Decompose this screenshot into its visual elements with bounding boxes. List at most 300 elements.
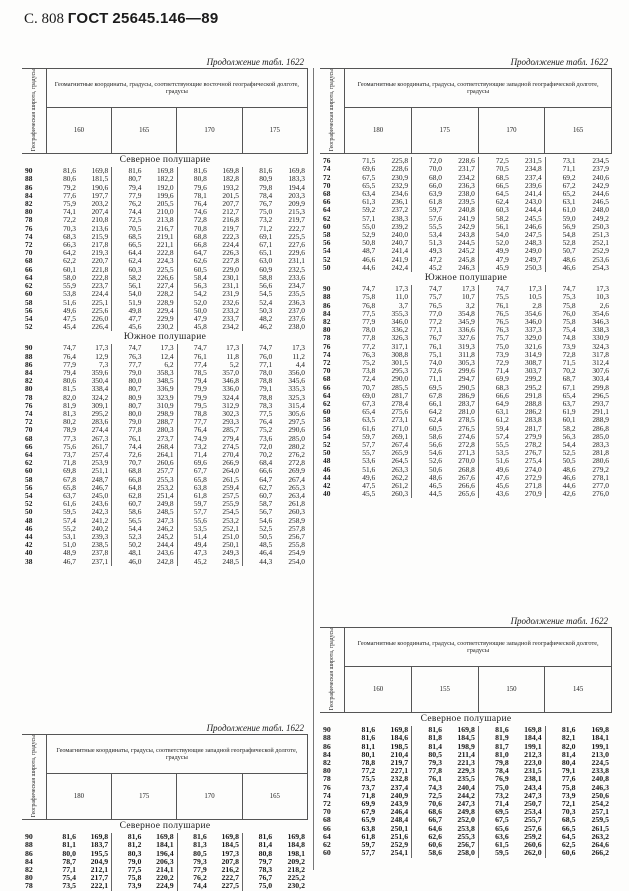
geomag-latitude-cell: 49,6 <box>63 305 76 315</box>
geomag-latitude-cell: 61,8 <box>361 831 376 841</box>
geomag-latitude-cell: 68,8 <box>112 467 145 475</box>
geomag-latitude-cell: 60,7 <box>243 492 276 500</box>
geomag-latitude-cell: 64,7 <box>177 249 210 257</box>
latitude-header-cell <box>320 69 345 154</box>
geomag-longitude-cell: 238,0 <box>288 322 305 332</box>
geomag-latitude-cell: 59,4 <box>478 425 511 433</box>
geomag-latitude-cell: 76,1 <box>112 435 145 443</box>
geomag-longitude-cell: 251,3 <box>592 230 609 240</box>
geomag-longitude-cell: 234,8 <box>525 164 542 174</box>
geomag-latitude-cell: 77,5 <box>243 410 276 418</box>
latitude-header-cell <box>22 735 46 820</box>
latitude-cell: 64 <box>323 205 331 215</box>
geomag-longitude-cell: 212,3 <box>524 749 542 759</box>
latitude-cell: 78 <box>25 392 33 402</box>
geomag-latitude-cell: 71,5 <box>545 359 578 367</box>
latitude-cell: 72 <box>323 357 331 367</box>
geomag-latitude-cell: 72,5 <box>478 157 511 165</box>
geomag-longitude-cell: 244,4 <box>156 540 174 550</box>
geomag-latitude-cell: 65,8 <box>63 482 76 492</box>
geomag-latitude-cell: 53,5 <box>478 449 511 457</box>
geomag-longitude-cell: 283,3 <box>592 439 609 449</box>
geomag-latitude-cell: 78,4 <box>243 192 276 200</box>
geomag-longitude-cell: 192,0 <box>156 182 174 192</box>
geomag-latitude-cell: 80,6 <box>63 174 76 184</box>
geomag-latitude-cell: 72,4 <box>362 374 376 384</box>
geomag-longitude-cell: 238,1 <box>524 774 542 784</box>
geomag-longitude-cell: 290,5 <box>458 382 475 392</box>
geomag-longitude-cell: 315,4 <box>288 400 305 410</box>
geomag-longitude-cell: 232,8 <box>390 774 409 784</box>
longitude-header: 180 <box>46 773 111 819</box>
geomag-longitude-cell: 244,4 <box>525 205 542 215</box>
latitude-header: Географическая широта, градусы <box>329 69 336 152</box>
geomag-latitude-cell: 66,0 <box>412 182 445 190</box>
latitude-cell: 54 <box>25 313 33 323</box>
geomag-longitude-cell: 302,3 <box>222 408 240 418</box>
longitude-header: 155 <box>411 666 478 712</box>
geomag-latitude-cell: 78,8 <box>177 410 210 418</box>
geomag-latitude-cell: 74,7 <box>478 285 511 293</box>
geomag-latitude-cell: 50,0 <box>177 307 210 315</box>
geomag-longitude-cell: 216,8 <box>222 215 240 225</box>
geomag-longitude-cell: 184,1 <box>156 840 174 850</box>
geomag-longitude-cell: 271,3 <box>458 448 475 458</box>
geomag-latitude-cell: 72,8 <box>545 351 578 359</box>
geomag-latitude-cell: 71,5 <box>362 156 376 166</box>
latitude-cell: 54 <box>25 490 33 500</box>
geomag-longitude-cell: 242,8 <box>156 556 174 566</box>
geomag-latitude-cell: 72,5 <box>412 792 445 800</box>
geomag-longitude-cell: 338,4 <box>91 384 109 394</box>
geomag-latitude-cell: 76,2 <box>177 874 210 882</box>
geomag-latitude-cell: 79,0 <box>112 369 145 377</box>
latitude-cell: 64 <box>25 272 33 282</box>
geomag-latitude-cell: 59,7 <box>412 206 445 214</box>
geomag-latitude-cell: 78,9 <box>63 425 76 435</box>
geomag-latitude-cell: 79,9 <box>177 385 210 393</box>
geomag-latitude-cell: 67,8 <box>412 392 445 400</box>
geomag-latitude-cell: 51,6 <box>362 464 376 474</box>
longitude-header: 170 <box>177 773 242 819</box>
geomag-longitude-cell: 250,1 <box>390 823 409 833</box>
geomag-longitude-cell: 317,1 <box>391 341 409 351</box>
continuation-label: Продолжение табл. 1622 <box>510 57 608 67</box>
geomag-longitude-cell: 246,3 <box>458 262 475 272</box>
geomag-latitude-cell: 44,6 <box>545 482 578 490</box>
geomag-latitude-cell: 55,9 <box>63 281 76 291</box>
geomag-longitude-cell: 237,1 <box>91 556 109 566</box>
geomag-longitude-cell: 229,4 <box>156 305 174 315</box>
latitude-cell: 86 <box>323 300 331 310</box>
geomag-longitude-cell: 259,2 <box>524 831 542 841</box>
geomag-latitude-cell: 81,7 <box>478 743 511 751</box>
latitude-cell: 84 <box>25 190 33 200</box>
longitude-header: 160 <box>46 107 111 153</box>
geomag-latitude-cell: 64,4 <box>112 249 145 257</box>
geomag-longitude-cell: 248,3 <box>525 238 542 248</box>
geomag-latitude-cell: 77,8 <box>412 767 445 775</box>
geomag-latitude-cell: 75,4 <box>62 873 76 883</box>
geomag-latitude-cell: 48,6 <box>545 466 578 474</box>
geomag-longitude-cell: 249,3 <box>222 548 240 558</box>
geomag-longitude-cell: 308,7 <box>525 357 542 367</box>
geomag-longitude-cell: 270,0 <box>458 456 475 466</box>
geomag-longitude-cell: 235,5 <box>288 289 305 299</box>
geomag-latitude-cell: 79,7 <box>243 858 276 866</box>
geomag-longitude-cell: 215,3 <box>288 207 305 217</box>
longitude-header: 165 <box>545 107 612 153</box>
geomag-longitude-cell: 222,8 <box>156 248 174 258</box>
geomag-longitude-cell: 251,1 <box>91 466 109 476</box>
table-row <box>22 558 308 566</box>
geomag-latitude-cell: 59,7 <box>362 431 376 441</box>
geomag-latitude-cell: 56,6 <box>243 282 276 290</box>
geomag-longitude-cell: 252,1 <box>222 523 240 533</box>
geomag-latitude-cell: 45,9 <box>478 264 511 272</box>
geomag-longitude-cell: 254,2 <box>591 799 609 809</box>
latitude-cell: 58 <box>323 230 331 240</box>
geomag-longitude-cell: 226,0 <box>91 313 109 323</box>
geomag-longitude-cell: 243,0 <box>525 197 542 207</box>
geomag-latitude-cell: 81,1 <box>62 840 76 850</box>
geomag-longitude-cell: 249,0 <box>525 246 542 256</box>
geomag-longitude-cell: 255,3 <box>457 831 475 841</box>
geomag-longitude-cell: 236,1 <box>391 197 409 207</box>
geomag-longitude-cell: 270,4 <box>222 449 240 459</box>
geomag-latitude-cell: 64,2 <box>63 248 76 258</box>
geomag-latitude-cell: 46,6 <box>362 254 376 264</box>
latitude-cell: 52 <box>25 322 33 332</box>
geomag-latitude-cell: 69,2 <box>545 174 578 182</box>
geomag-latitude-cell: 60,1 <box>63 264 76 274</box>
geomag-longitude-cell: 280,3 <box>156 425 174 435</box>
latitude-cell: 56 <box>323 238 331 248</box>
geomag-latitude-cell: 49,3 <box>412 247 445 255</box>
geomag-latitude-cell: 64,8 <box>112 484 145 492</box>
geomag-latitude-cell: 80,0 <box>112 410 145 418</box>
hemisphere-label: Южное полушарие <box>424 273 508 284</box>
geomag-latitude-cell: 45,2 <box>412 264 445 272</box>
geomag-latitude-cell: 63,7 <box>545 400 578 408</box>
geomag-latitude-cell: 46,4 <box>243 549 276 557</box>
geomag-longitude-cell: 217,8 <box>91 240 109 250</box>
geomag-latitude-cell: 46,5 <box>412 482 445 490</box>
geomag-longitude-cell: 248,5 <box>222 556 240 566</box>
geomag-longitude-cell: 301,5 <box>391 357 409 367</box>
longitude-header: 175 <box>242 107 307 153</box>
geomag-latitude-cell: 46,0 <box>112 558 145 566</box>
latitude-cell: 90 <box>25 343 33 353</box>
geomag-longitude-cell: 233,7 <box>222 313 240 323</box>
geomag-latitude-cell: 70,2 <box>545 367 578 375</box>
geomag-longitude-cell: 356,0 <box>288 367 305 377</box>
geomag-longitude-cell: 223,7 <box>91 281 109 291</box>
geomag-longitude-cell: 169,8 <box>222 166 240 176</box>
latitude-cell: 90 <box>25 166 33 176</box>
geomag-latitude-cell: 76,3 <box>362 349 376 359</box>
geomag-latitude-cell: 66,6 <box>243 467 276 475</box>
geomag-longitude-cell: 239,6 <box>525 180 542 190</box>
geomag-latitude-cell: 47,5 <box>362 480 376 490</box>
geomag-latitude-cell: 75,8 <box>112 874 145 882</box>
geomag-longitude-cell: 263,4 <box>288 490 305 500</box>
geomag-longitude-cell: 350,4 <box>91 376 109 386</box>
geomag-latitude-cell: 81,6 <box>63 166 76 176</box>
geomag-latitude-cell: 74,7 <box>177 344 210 352</box>
geomag-longitude-cell: 225,5 <box>288 231 305 241</box>
geomag-longitude-cell: 279,4 <box>222 433 240 443</box>
geomag-longitude-cell: 247,3 <box>524 790 542 800</box>
geomag-longitude-cell: 299,8 <box>592 382 609 392</box>
geomag-latitude-cell: 76,7 <box>412 334 445 342</box>
latitude-cell: 88 <box>25 174 33 184</box>
geomag-longitude-cell: 317,8 <box>592 349 609 359</box>
geomag-longitude-cell: 12,9 <box>95 351 109 361</box>
geomag-longitude-cell: 239,5 <box>458 197 475 207</box>
group-header: Геомагнитные координаты, градусы, соответствующие западной географической долготе, градусы <box>345 69 612 108</box>
geomag-longitude-cell: 248,0 <box>592 205 609 215</box>
geomag-longitude-cell: 258,0 <box>457 848 475 858</box>
geomag-longitude-cell: 217,7 <box>90 873 109 883</box>
geomag-latitude-cell: 55,7 <box>362 448 376 458</box>
geomag-longitude-cell: 198,1 <box>287 848 305 858</box>
geomag-latitude-cell: 45,6 <box>478 482 511 490</box>
geomag-latitude-cell: 69,5 <box>412 384 445 392</box>
geomag-latitude-cell: 63,9 <box>412 190 445 198</box>
geomag-latitude-cell: 71,1 <box>545 165 578 173</box>
geomag-longitude-cell: 336,9 <box>156 384 174 394</box>
geomag-longitude-cell: 10,3 <box>596 292 609 302</box>
geomag-longitude-cell: 233,6 <box>288 272 305 282</box>
geomag-longitude-cell: 229,0 <box>222 264 240 274</box>
latitude-cell: 54 <box>323 431 331 441</box>
latitude-cell: 40 <box>25 548 33 558</box>
geomag-latitude-cell: 68,4 <box>243 459 276 467</box>
geomag-latitude-cell: 73,9 <box>545 792 578 800</box>
latitude-cell: 76 <box>323 156 331 166</box>
geomag-longitude-cell: 4,4 <box>295 359 305 369</box>
geomag-latitude-cell: 67,5 <box>362 172 376 182</box>
geomag-latitude-cell: 75,8 <box>545 784 578 792</box>
geomag-latitude-cell: 61,8 <box>177 492 210 500</box>
geomag-longitude-cell: 321,6 <box>525 341 542 351</box>
table-block-bottom-right <box>320 615 612 858</box>
latitude-cell: 84 <box>323 749 331 759</box>
geomag-latitude-cell: 56,7 <box>243 508 276 516</box>
latitude-cell: 62 <box>25 281 33 291</box>
geomag-longitude-cell: 169,8 <box>156 832 174 842</box>
geomag-latitude-cell: 76,1 <box>177 353 210 361</box>
geomag-longitude-cell: 243,6 <box>156 548 174 558</box>
geomag-latitude-cell: 77,9 <box>362 316 376 326</box>
latitude-cell: 64 <box>323 831 331 841</box>
geomag-latitude-cell: 66,1 <box>412 400 445 408</box>
geomag-latitude-cell: 57,4 <box>63 515 76 525</box>
geomag-longitude-cell: 212,7 <box>222 207 240 217</box>
geomag-longitude-cell: 255,3 <box>156 474 174 484</box>
geomag-longitude-cell: 190,6 <box>91 182 109 192</box>
geomag-longitude-cell: 253,9 <box>91 458 109 468</box>
geomag-latitude-cell: 76,1 <box>478 302 511 310</box>
geomag-longitude-cell: 253,2 <box>156 482 174 492</box>
geomag-longitude-cell: 213,8 <box>156 215 174 225</box>
geomag-longitude-cell: 3,2 <box>465 300 475 310</box>
geomag-latitude-cell: 81,4 <box>243 841 276 849</box>
geomag-longitude-cell: 250,3 <box>525 262 542 272</box>
geomag-latitude-cell: 73,2 <box>478 792 511 800</box>
geomag-longitude-cell: 255,8 <box>288 540 305 550</box>
geomag-latitude-cell: 80,0 <box>112 377 145 385</box>
geomag-longitude-cell: 225,8 <box>391 156 409 166</box>
geomag-longitude-cell: 286,8 <box>592 423 609 433</box>
geomag-longitude-cell: 169,8 <box>390 725 409 735</box>
column-header-table <box>320 627 612 713</box>
geomag-latitude-cell: 77,1 <box>62 865 76 875</box>
geomag-longitude-cell: 261,8 <box>288 499 305 509</box>
latitude-cell: 42 <box>323 480 331 490</box>
geomag-longitude-cell: 246,6 <box>525 221 542 231</box>
geomag-latitude-cell: 58,4 <box>177 274 210 282</box>
geomag-latitude-cell: 74,7 <box>545 285 578 293</box>
geomag-longitude-cell: 201,5 <box>222 190 240 200</box>
latitude-cell: 70 <box>323 180 331 190</box>
geomag-latitude-cell: 82,1 <box>545 734 578 742</box>
geomag-longitude-cell: 240,2 <box>91 523 109 533</box>
geomag-latitude-cell: 75,0 <box>243 882 276 890</box>
geomag-longitude-cell: 283,6 <box>91 417 109 427</box>
latitude-cell: 70 <box>323 807 331 817</box>
geomag-latitude-cell: 71,4 <box>478 367 511 375</box>
table-block-top-left <box>22 56 308 566</box>
geomag-latitude-cell: 51,9 <box>112 299 145 307</box>
geomag-longitude-cell: 251,4 <box>156 490 174 500</box>
geomag-longitude-cell: 227,6 <box>288 240 305 250</box>
geomag-longitude-cell: 271,8 <box>525 480 542 490</box>
geomag-longitude-cell: 256,7 <box>457 840 475 850</box>
longitude-header: 165 <box>242 773 307 819</box>
geomag-latitude-cell: 74,4 <box>112 208 145 216</box>
geomag-longitude-cell: 278,2 <box>525 439 542 449</box>
geomag-longitude-cell: 259,4 <box>222 482 240 492</box>
geomag-latitude-cell: 60,6 <box>412 841 445 849</box>
geomag-latitude-cell: 75,5 <box>361 774 376 784</box>
latitude-cell: 70 <box>25 425 33 435</box>
geomag-latitude-cell: 72,8 <box>177 216 210 224</box>
latitude-cell: 74 <box>25 408 33 418</box>
geomag-longitude-cell: 359,6 <box>91 367 109 377</box>
geomag-latitude-cell: 52,5 <box>545 449 578 457</box>
geomag-latitude-cell: 67,3 <box>362 398 376 408</box>
geomag-latitude-cell: 77,3 <box>63 433 76 443</box>
geomag-longitude-cell: 338,3 <box>592 325 609 335</box>
geomag-longitude-cell: 11,8 <box>226 351 240 361</box>
geomag-longitude-cell: 222,1 <box>90 881 109 891</box>
latitude-cell: 64 <box>323 390 331 400</box>
geomag-latitude-cell: 78,8 <box>243 377 276 385</box>
geomag-longitude-cell: 250,1 <box>222 540 240 550</box>
geomag-longitude-cell: 184,1 <box>591 733 609 743</box>
geomag-longitude-cell: 280,6 <box>592 456 609 466</box>
geomag-longitude-cell: 238,0 <box>458 189 475 199</box>
latitude-cell: 66 <box>25 441 33 451</box>
geomag-latitude-cell: 70,8 <box>177 225 210 233</box>
geomag-latitude-cell: 78,3 <box>243 402 276 410</box>
geomag-longitude-cell: 243,6 <box>91 499 109 509</box>
geomag-longitude-cell: 267,4 <box>391 439 409 449</box>
geomag-longitude-cell: 257,1 <box>591 807 609 817</box>
geomag-longitude-cell: 337,3 <box>525 325 542 335</box>
geomag-longitude-cell: 222,7 <box>221 873 240 883</box>
geomag-longitude-cell: 169,8 <box>287 832 305 842</box>
geomag-latitude-cell: 77,8 <box>112 426 145 434</box>
geomag-latitude-cell: 59,7 <box>177 500 210 508</box>
geomag-longitude-cell: 218,2 <box>287 865 305 875</box>
geomag-latitude-cell: 63,1 <box>545 198 578 206</box>
geomag-longitude-cell: 264,6 <box>591 840 609 850</box>
standard-number: 25645.146—89 <box>112 10 219 27</box>
geomag-latitude-cell: 69,0 <box>362 390 376 400</box>
geomag-latitude-cell: 57,1 <box>362 213 376 223</box>
geomag-longitude-cell: 285,0 <box>592 431 609 441</box>
geomag-latitude-cell: 71,8 <box>63 458 76 468</box>
geomag-longitude-cell: 280,2 <box>288 441 305 451</box>
geomag-longitude-cell: 231,5 <box>524 766 542 776</box>
geomag-longitude-cell: 249,2 <box>592 213 609 223</box>
geomag-latitude-cell: 80,4 <box>545 759 578 767</box>
geomag-longitude-cell: 245,5 <box>525 213 542 223</box>
geomag-latitude-cell: 63,4 <box>362 189 376 199</box>
geomag-latitude-cell: 77,6 <box>545 775 578 783</box>
geomag-latitude-cell: 51,6 <box>478 457 511 465</box>
geomag-longitude-cell: 247,3 <box>156 515 174 525</box>
latitude-cell: 60 <box>323 848 331 858</box>
geomag-latitude-cell: 62,4 <box>112 257 145 265</box>
geomag-longitude-cell: 203,2 <box>91 199 109 209</box>
geomag-longitude-cell: 311,8 <box>458 349 475 359</box>
geomag-longitude-cell: 249,7 <box>525 254 542 264</box>
geomag-latitude-cell: 80,9 <box>112 394 145 402</box>
geomag-longitude-cell: 243,4 <box>524 782 542 792</box>
latitude-header: Географическая широта, градусы <box>30 735 37 818</box>
table-row <box>22 882 308 890</box>
table-row <box>320 849 612 857</box>
geomag-longitude-cell: 223,0 <box>524 758 542 768</box>
geomag-latitude-cell: 81,6 <box>361 733 376 743</box>
latitude-cell: 48 <box>323 456 331 466</box>
geomag-latitude-cell: 58,6 <box>112 508 145 516</box>
geomag-latitude-cell: 64,5 <box>478 190 511 198</box>
longitude-header: 165 <box>112 107 177 153</box>
geomag-latitude-cell: 70,6 <box>412 800 445 808</box>
geomag-longitude-cell: 310,9 <box>156 400 174 410</box>
geomag-latitude-cell: 81,5 <box>63 384 76 394</box>
latitude-cell: 42 <box>25 540 33 550</box>
geomag-latitude-cell: 77,1 <box>243 361 276 369</box>
geomag-longitude-cell: 263,3 <box>391 464 409 474</box>
geomag-longitude-cell: 295,2 <box>91 408 109 418</box>
geomag-longitude-cell: 227,5 <box>221 881 240 891</box>
geomag-latitude-cell: 70,7 <box>362 382 376 392</box>
geomag-latitude-cell: 81,6 <box>361 725 376 735</box>
geomag-latitude-cell: 56,3 <box>177 282 210 290</box>
geomag-latitude-cell: 59,0 <box>545 215 578 223</box>
geomag-latitude-cell: 45,5 <box>362 489 376 499</box>
geomag-latitude-cell: 73,7 <box>63 449 76 459</box>
geomag-latitude-cell: 78,1 <box>177 192 210 200</box>
geomag-latitude-cell: 78,0 <box>362 325 376 335</box>
geomag-longitude-cell: 248,4 <box>390 815 409 825</box>
